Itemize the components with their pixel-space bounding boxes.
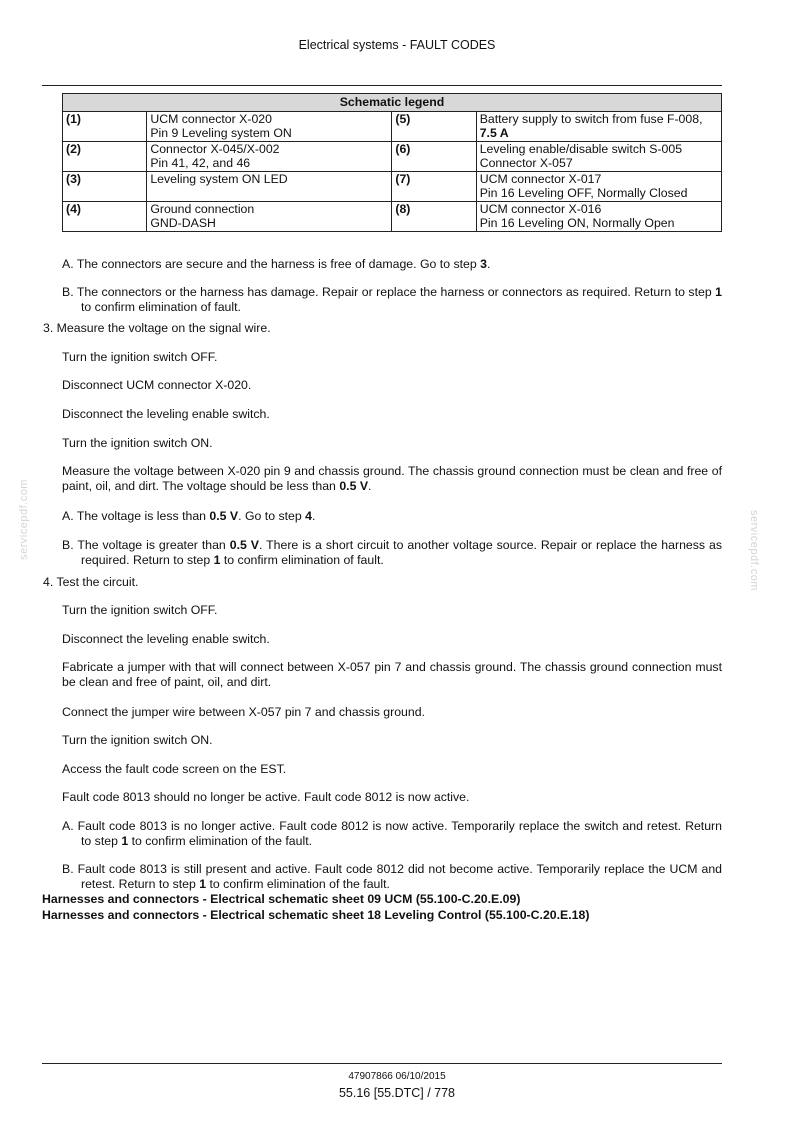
legend-line: Connector X-057 xyxy=(479,156,573,170)
legend-line-bold: 7.5 A xyxy=(479,126,509,140)
text-run: A. The voltage is less than xyxy=(62,509,210,523)
step-3-instruction: Disconnect UCM connector X-020. xyxy=(62,378,252,392)
text-run: . xyxy=(368,479,372,493)
legend-description xyxy=(147,141,392,171)
legend-number: (8) xyxy=(392,201,476,231)
step-4-instruction: Connect the jumper wire between X-057 pin 7 and chassis ground. xyxy=(62,705,425,719)
legend-title: Schematic legend xyxy=(63,94,722,112)
bold-run: 1 xyxy=(213,553,221,567)
footer-divider xyxy=(42,1063,722,1064)
step-3-instruction: Turn the ignition switch ON. xyxy=(62,436,213,450)
legend-line: Pin 9 Leveling system ON xyxy=(150,126,292,140)
step-3-option-b xyxy=(62,538,722,568)
bold-run: 0.5 V xyxy=(209,509,239,523)
text-run: to confirm elimination of fault. xyxy=(220,553,384,567)
legend-line: Leveling enable/disable switch S-005 xyxy=(479,141,683,156)
text-run: to confirm elimination of the fault. xyxy=(128,834,313,848)
legend-description xyxy=(147,111,392,141)
step-4-instruction: Fabricate a jumper with that will connect between X-057 pin 7 and chassis ground. The chassis ground connection must be clean and free of paint, oil, and dirt. xyxy=(62,660,722,689)
footer-page-number: 55.16 [55.DTC] / 778 xyxy=(338,1086,456,1100)
step-4-instruction: Turn the ignition switch OFF. xyxy=(62,603,218,617)
legend-line: UCM connector X-016 xyxy=(479,201,602,216)
header-divider xyxy=(42,85,722,86)
text-run: . There is a short circuit to another voltage source. Repair or replace the harness as required. Return to step xyxy=(81,538,722,567)
legend-row xyxy=(63,171,722,201)
legend-number: (6) xyxy=(392,141,476,171)
text-run: to confirm elimination of fault. xyxy=(81,300,241,314)
bold-run: 3 xyxy=(480,257,487,271)
footer-document-number: 47907866 06/10/2015 xyxy=(348,1071,446,1082)
step-4-instruction: Disconnect the leveling enable switch. xyxy=(62,632,270,646)
legend-description xyxy=(476,111,721,141)
legend-row xyxy=(63,141,722,171)
legend-line: Connector X-045/X-002 xyxy=(150,141,280,156)
legend-number: (2) xyxy=(63,141,147,171)
step-3-heading: 3. Measure the voltage on the signal wire. xyxy=(43,321,271,335)
step-4-option-a xyxy=(62,819,722,849)
legend-number: (1) xyxy=(63,111,147,141)
legend-line: Pin 41, 42, and 46 xyxy=(150,156,251,170)
reference-link-schematic-sheet-09[interactable]: Harnesses and connectors - Electrical schematic sheet 09 UCM (55.100-C.20.E.09) xyxy=(42,892,521,906)
legend-line: UCM connector X-017 xyxy=(479,171,602,186)
text-run: A. The connectors are secure and the harness is free of damage. Go to step xyxy=(62,257,481,271)
step-3-measurement xyxy=(62,464,722,494)
step-4-option-b xyxy=(62,862,722,892)
legend-line: GND-DASH xyxy=(150,216,216,230)
text-run: B. The connectors or the harness has damage. Repair or replace the harness or connectors as required. Return to step xyxy=(62,285,716,299)
legend-line: Pin 16 Leveling ON, Normally Open xyxy=(479,216,675,230)
text-run: . xyxy=(486,257,491,271)
legend-number: (4) xyxy=(63,201,147,231)
legend-description xyxy=(147,171,392,201)
step-4-instruction: Access the fault code screen on the EST. xyxy=(62,762,287,776)
text-run: Measure the voltage between X-020 pin 9 and chassis ground. The chassis ground connection must be clean and free of paint, oil, and dirt. The voltage should be less than xyxy=(62,464,722,493)
legend-number: (7) xyxy=(392,171,476,201)
legend-line: UCM connector X-020 xyxy=(150,111,272,126)
watermark-left: servicepdf.com xyxy=(18,479,30,560)
text-run: . Go to step xyxy=(238,509,306,523)
step-4-instruction: Turn the ignition switch ON. xyxy=(62,733,213,747)
bold-run: 1 xyxy=(121,834,129,848)
legend-row xyxy=(63,111,722,141)
text-run: B. The voltage is greater than xyxy=(62,538,230,552)
page-header-title: Electrical systems - FAULT CODES xyxy=(298,38,496,52)
step-4-instruction: Fault code 8013 should no longer be active. Fault code 8012 is now active. xyxy=(62,790,470,804)
bold-run: 1 xyxy=(199,877,207,891)
legend-body xyxy=(63,111,722,231)
schematic-legend-table xyxy=(62,93,722,232)
legend-line: Ground connection xyxy=(150,201,255,216)
text-run: to confirm elimination of the fault. xyxy=(206,877,390,891)
bold-run: 0.5 V xyxy=(229,538,259,552)
step-3-option-a xyxy=(62,509,722,524)
step-2-option-b xyxy=(62,285,722,315)
legend-number: (3) xyxy=(63,171,147,201)
step-2-option-a xyxy=(62,257,722,272)
legend-description xyxy=(147,201,392,231)
text-run: . xyxy=(311,509,316,523)
bold-run: 1 xyxy=(715,285,722,299)
legend-row xyxy=(63,201,722,231)
watermark-right: servicepdf.com xyxy=(748,510,760,591)
step-3-instruction: Turn the ignition switch OFF. xyxy=(62,350,218,364)
reference-link-schematic-sheet-18[interactable]: Harnesses and connectors - Electrical schematic sheet 18 Leveling Control (55.100-C.20.E.18) xyxy=(42,908,590,922)
legend-line: Leveling system ON LED xyxy=(150,171,288,186)
step-3-instruction: Disconnect the leveling enable switch. xyxy=(62,407,270,421)
bold-run: 0.5 V xyxy=(339,479,369,493)
text-run: B. Fault code 8013 is still present and active. Fault code 8012 did not become active. Temporarily replace the UCM and retest. Return to step xyxy=(62,862,722,891)
legend-description xyxy=(476,141,721,171)
legend-description xyxy=(476,201,721,231)
legend-line: Battery supply to switch from fuse F-008, xyxy=(479,111,703,126)
step-4-heading: 4. Test the circuit. xyxy=(43,575,139,589)
text-run: A. Fault code 8013 is no longer active. Fault code 8012 is now active. Temporarily replace the switch and retest. Return to step xyxy=(62,819,722,848)
legend-number: (5) xyxy=(392,111,476,141)
legend-description xyxy=(476,171,721,201)
bold-run: 4 xyxy=(305,509,312,523)
legend-line: Pin 16 Leveling OFF, Normally Closed xyxy=(479,186,688,200)
